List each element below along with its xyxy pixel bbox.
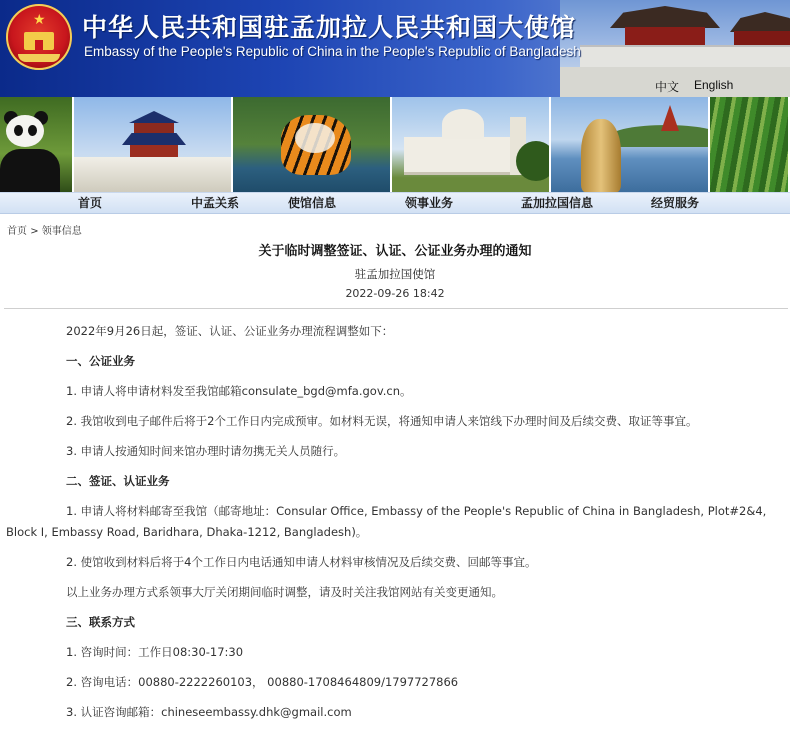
site-header-banner [0, 0, 790, 97]
site-title-english: Embassy of the People's Republic of China in the People's Republic of Bangladesh [84, 44, 581, 59]
article-paragraph: 1. 咨询时间：工作日08:30-17:30 [66, 645, 244, 659]
section-heading: 一、公证业务 [66, 354, 135, 368]
memorial-building-photo [392, 97, 551, 192]
article-paragraph: 3. 认证咨询邮箱：chineseembassy.dhk@gmail.com [66, 705, 352, 719]
lake-pagoda-photo [551, 97, 710, 192]
article-source: 驻孟加拉国使馆 [354, 267, 436, 281]
breadcrumb-current-link[interactable]: 领事信息 [41, 226, 82, 237]
nav-item-bangladesh-info[interactable]: 孟加拉国信息 [520, 196, 593, 210]
article-paragraph: 1. 申请人将申请材料发至我馆邮箱consulate_bgd@mfa.gov.cn。 [66, 384, 412, 398]
breadcrumb-home-link[interactable]: 首页 [7, 226, 27, 237]
bamboo-photo [710, 97, 790, 192]
article-title: 关于临时调整签证、认证、公证业务办理的通知 [258, 244, 532, 259]
nav-item-china-bangladesh-relations[interactable]: 中孟关系 [190, 196, 239, 210]
article-paragraph: 2022年9月26日起，签证、认证、公证业务办理流程调整如下： [66, 324, 394, 338]
palace-terrace [580, 45, 790, 67]
temple-of-heaven-photo [74, 97, 233, 192]
language-link-english[interactable]: English [694, 78, 734, 92]
nav-item-home[interactable]: 首页 [77, 196, 102, 210]
nav-item-embassy-info[interactable]: 使馆信息 [287, 196, 336, 210]
article-paragraph: 以上业务办理方式系领事大厅关闭期间临时调整，请及时关注我馆网站有关变更通知。 [66, 585, 503, 599]
article-date: 2022-09-26 18:42 [345, 287, 445, 300]
tiger-photo [233, 97, 392, 192]
article-paragraph: 2. 使馆收到材料后将于4个工作日内电话通知申请人材料审核情况及后续交费、回邮等事宜。 [66, 555, 537, 569]
nav-item-consular-services[interactable]: 领事业务 [404, 196, 453, 210]
panda-photo [0, 97, 74, 192]
article-paragraph: 2. 我馆收到电子邮件后将于2个工作日内完成预审。如材料无误，将通知申请人来馆线下办理时间及后续交费、取证等事宜。 [66, 414, 698, 428]
nav-item-trade-services[interactable]: 经贸服务 [650, 196, 699, 210]
article-body [0, 309, 790, 723]
language-link-chinese[interactable]: 中文 [655, 80, 680, 94]
article-paragraph: 2. 咨询电话：00880-2222260103， 00880-1708464809/1797727866 [66, 675, 459, 689]
photo-strip [0, 97, 790, 192]
main-nav [0, 192, 790, 214]
article-paragraph: 1. 申请人将材料邮寄至我馆（邮寄地址：Consular Office, Embassy of the People's Republic of China in Bangladesh, Plot#2&4, Block I, Embassy Road, Baridhara, Dhaka-1212, Bangladesh)。 [6, 504, 767, 539]
article-paragraph: 3. 申请人按通知时间来馆办理时请勿携无关人员随行。 [66, 444, 346, 458]
section-heading: 三、联系方式 [66, 615, 135, 629]
section-heading: 二、签证、认证业务 [66, 474, 170, 488]
palace-hall [625, 27, 705, 45]
breadcrumb [0, 214, 790, 236]
site-title-chinese: 中华人民共和国驻孟加拉人民共和国大使馆 [82, 13, 577, 42]
national-emblem-icon[interactable]: ★ [6, 4, 72, 70]
breadcrumb-separator: > [30, 226, 39, 237]
